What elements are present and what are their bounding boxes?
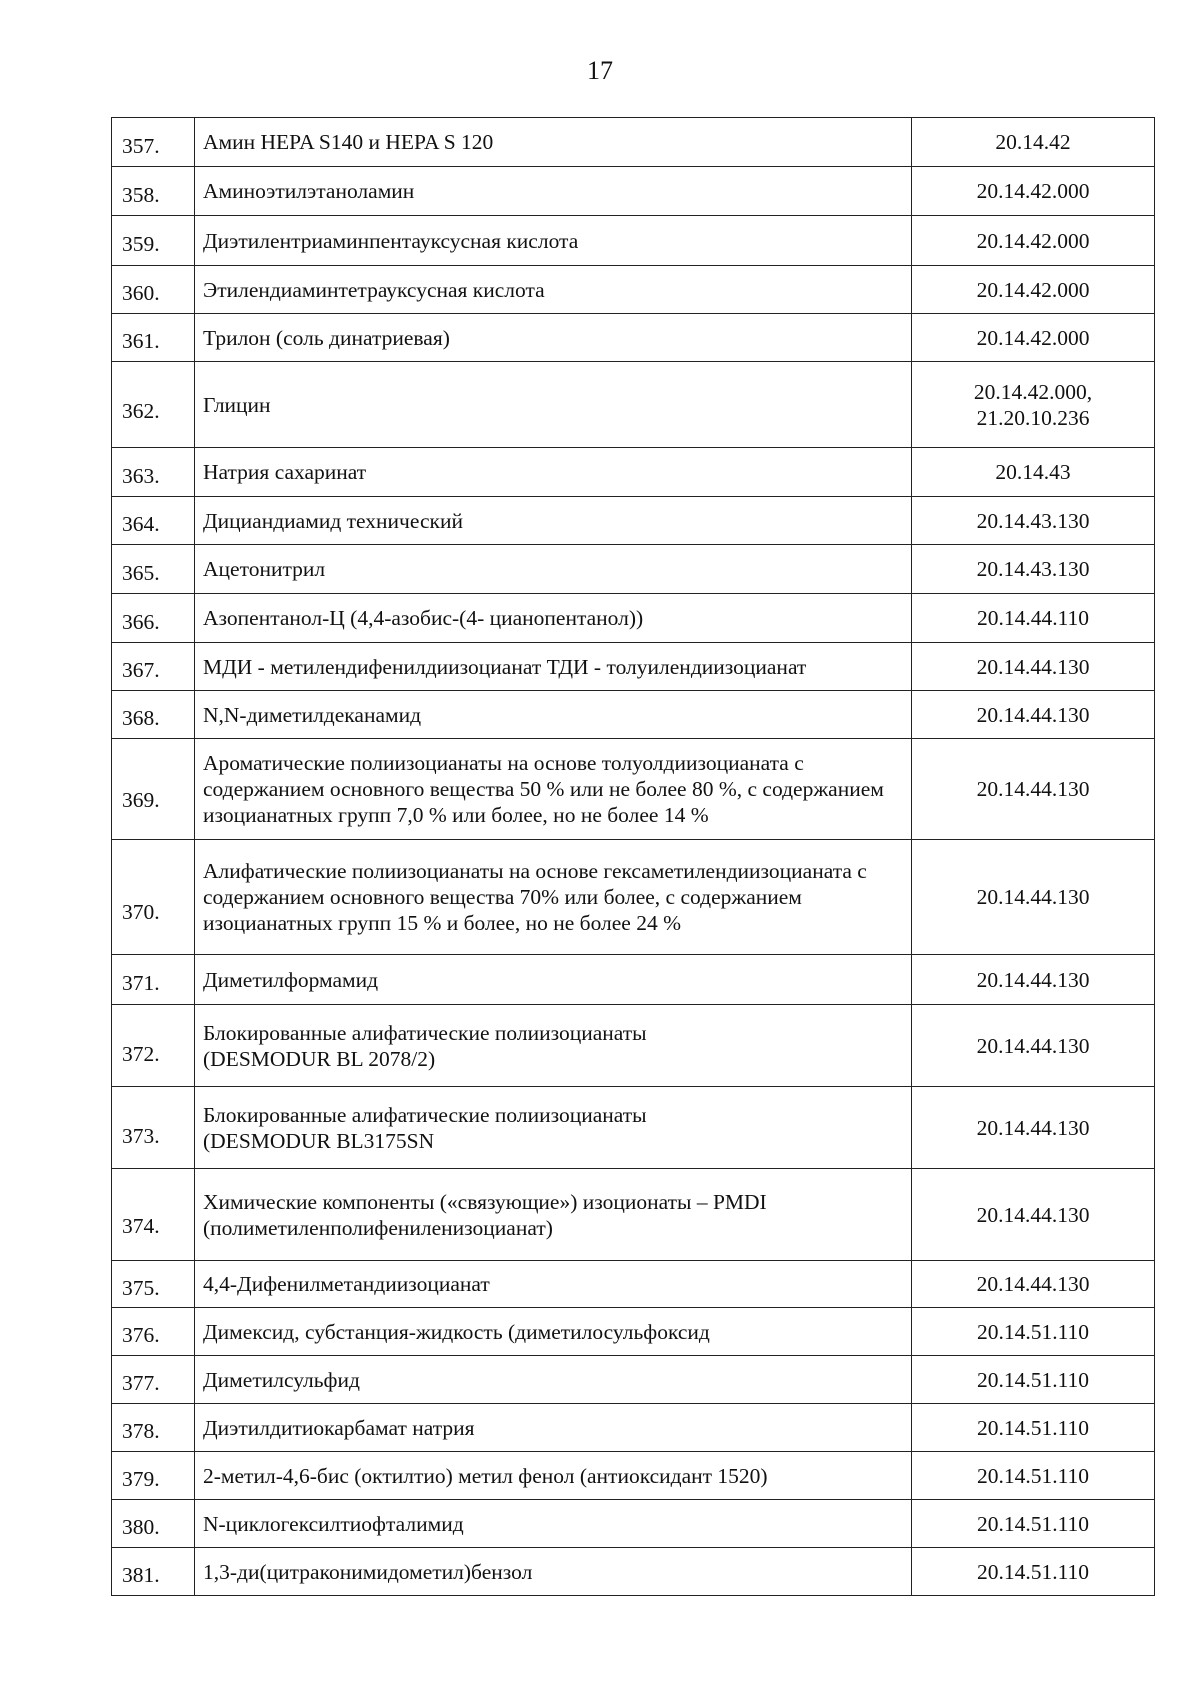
classifier-code: 20.14.44.130 [912, 691, 1155, 739]
row-number: 373. [112, 1087, 195, 1169]
row-number: 359. [112, 216, 195, 266]
row-number: 367. [112, 643, 195, 691]
substance-name: Алифатические полиизоцианаты на основе гексаметилендиизоцианата с содержанием основного вещества 70% или более, с содержанием изоцианатных групп 15 % и более, но не более 24 % [195, 840, 912, 955]
classifier-code: 20.14.42 [912, 118, 1155, 167]
classifier-code: 20.14.51.110 [912, 1404, 1155, 1452]
table-row [112, 1087, 1155, 1169]
row-number: 371. [112, 955, 195, 1005]
classifier-code: 20.14.44.110 [912, 594, 1155, 643]
row-number: 357. [112, 118, 195, 167]
table-row [112, 691, 1155, 739]
classifier-code: 20.14.44.130 [912, 643, 1155, 691]
row-number: 375. [112, 1261, 195, 1308]
row-number: 370. [112, 840, 195, 955]
substance-name: Натрия сахаринат [195, 448, 912, 497]
substance-name: Амин HEPA S140 и HEPA S 120 [195, 118, 912, 167]
substance-name: 2-метил-4,6-бис (октилтио) метил фенол (антиоксидант 1520) [195, 1452, 912, 1500]
classifier-code: 20.14.42.000, 21.20.10.236 [912, 362, 1155, 448]
table-row [112, 1500, 1155, 1548]
row-number: 366. [112, 594, 195, 643]
table-row [112, 167, 1155, 216]
substance-name: Этилендиаминтетрауксусная кислота [195, 266, 912, 314]
substance-name: Диэтилдитиокарбамат натрия [195, 1404, 912, 1452]
table-row [112, 1548, 1155, 1596]
substance-name: Глицин [195, 362, 912, 448]
classifier-code: 20.14.44.130 [912, 1087, 1155, 1169]
classifier-code: 20.14.44.130 [912, 1005, 1155, 1087]
classifier-code: 20.14.44.130 [912, 955, 1155, 1005]
classifier-code: 20.14.42.000 [912, 266, 1155, 314]
table-row [112, 840, 1155, 955]
row-number: 360. [112, 266, 195, 314]
row-number: 369. [112, 739, 195, 840]
substance-name: Диметилсульфид [195, 1356, 912, 1404]
substance-name: Ароматические полиизоцианаты на основе толуолдиизоцианата с содержанием основного вещества 50 % или не более 80 %, с содержанием изоцианатных групп 7,0 % или более, но не более 14 % [195, 739, 912, 840]
table-row [112, 1261, 1155, 1308]
classifier-code: 20.14.44.130 [912, 840, 1155, 955]
table-row [112, 216, 1155, 266]
substance-name: Блокированные алифатические полиизоцианаты (DESMODUR BL3175SN [195, 1087, 912, 1169]
row-number: 374. [112, 1169, 195, 1261]
substance-name: N,N-диметилдеканамид [195, 691, 912, 739]
classifier-code: 20.14.42.000 [912, 314, 1155, 362]
classifier-code: 20.14.42.000 [912, 167, 1155, 216]
table-row [112, 594, 1155, 643]
classifier-code: 20.14.43.130 [912, 497, 1155, 545]
substance-name: Диэтилентриаминпентауксусная кислота [195, 216, 912, 266]
substance-name: Блокированные алифатические полиизоцианаты (DESMODUR BL 2078/2) [195, 1005, 912, 1087]
row-number: 358. [112, 167, 195, 216]
classifier-code: 20.14.51.110 [912, 1452, 1155, 1500]
table-row [112, 448, 1155, 497]
table-row [112, 545, 1155, 594]
substance-name: Диметилформамид [195, 955, 912, 1005]
table-row [112, 643, 1155, 691]
classifier-code: 20.14.51.110 [912, 1308, 1155, 1356]
substances-table [111, 117, 1155, 1596]
row-number: 364. [112, 497, 195, 545]
substance-name: Дициандиамид технический [195, 497, 912, 545]
table-row [112, 1169, 1155, 1261]
row-number: 381. [112, 1548, 195, 1596]
table-row [112, 314, 1155, 362]
classifier-code: 20.14.51.110 [912, 1500, 1155, 1548]
row-number: 361. [112, 314, 195, 362]
row-number: 378. [112, 1404, 195, 1452]
classifier-code: 20.14.44.130 [912, 1261, 1155, 1308]
substance-name: МДИ - метилендифенилдиизоцианат ТДИ - толуилендиизоцианат [195, 643, 912, 691]
substance-name: Трилон (соль динатриевая) [195, 314, 912, 362]
table-row [112, 118, 1155, 167]
row-number: 377. [112, 1356, 195, 1404]
substance-name: 4,4-Дифенилметандиизоцианат [195, 1261, 912, 1308]
classifier-code: 20.14.42.000 [912, 216, 1155, 266]
substance-name: 1,3-ди(цитраконимидометил)бензол [195, 1548, 912, 1596]
row-number: 362. [112, 362, 195, 448]
table-row [112, 497, 1155, 545]
substance-name: N-циклогексилтиофталимид [195, 1500, 912, 1548]
page-number: 17 [587, 56, 613, 85]
classifier-code: 20.14.44.130 [912, 1169, 1155, 1261]
table-row [112, 266, 1155, 314]
row-number: 380. [112, 1500, 195, 1548]
classifier-code: 20.14.44.130 [912, 739, 1155, 840]
row-number: 363. [112, 448, 195, 497]
table-row [112, 362, 1155, 448]
table-row [112, 1308, 1155, 1356]
table-row [112, 739, 1155, 840]
table-row [112, 1356, 1155, 1404]
row-number: 379. [112, 1452, 195, 1500]
classifier-code: 20.14.51.110 [912, 1548, 1155, 1596]
row-number: 365. [112, 545, 195, 594]
substance-name: Димексид, субстанция-жидкость (диметилосульфоксид [195, 1308, 912, 1356]
row-number: 368. [112, 691, 195, 739]
table-row [112, 1404, 1155, 1452]
table-row [112, 1452, 1155, 1500]
table-row [112, 1005, 1155, 1087]
row-number: 372. [112, 1005, 195, 1087]
classifier-code: 20.14.43 [912, 448, 1155, 497]
classifier-code: 20.14.43.130 [912, 545, 1155, 594]
substance-name: Химические компоненты («связующие») изоционаты – PMDI (полиметиленполифениленизоцианат) [195, 1169, 912, 1261]
substance-name: Ацетонитрил [195, 545, 912, 594]
substance-name: Азопентанол-Ц (4,4-азобис-(4- цианопентанол)) [195, 594, 912, 643]
table-row [112, 955, 1155, 1005]
classifier-code: 20.14.51.110 [912, 1356, 1155, 1404]
substance-name: Аминоэтилэтаноламин [195, 167, 912, 216]
row-number: 376. [112, 1308, 195, 1356]
